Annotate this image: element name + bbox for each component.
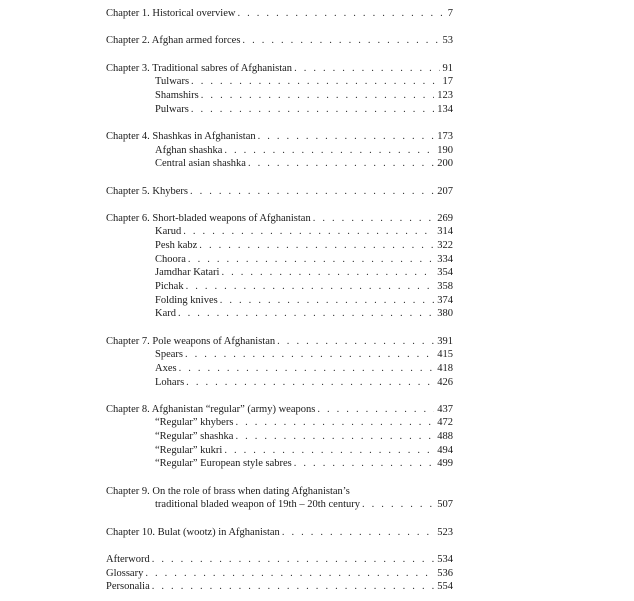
toc-entry-page: 494 <box>437 445 453 456</box>
toc-entry-kard[interactable] <box>155 307 453 321</box>
toc-entry-page: 358 <box>437 281 453 292</box>
dot-leader <box>199 239 434 253</box>
toc-entry-label: Chapter 7. Pole weapons of Afghanistan <box>106 336 276 347</box>
dot-leader <box>183 225 434 239</box>
dot-leader <box>235 430 434 444</box>
toc-entry-page: 415 <box>437 349 453 360</box>
dot-leader <box>221 266 434 280</box>
toc-entry-page: 507 <box>437 499 453 510</box>
toc-entry-folding-knives[interactable] <box>155 294 453 308</box>
toc-entry-label: Folding knives <box>155 295 218 306</box>
toc-entry-regular-kukri[interactable] <box>155 444 453 458</box>
toc-entry-label: Karud <box>155 226 182 237</box>
toc-entry-page: 523 <box>437 527 453 538</box>
toc-entry-karud[interactable] <box>155 225 453 239</box>
toc-entry-label: Pichak <box>155 281 184 292</box>
toc-entry-page: 354 <box>437 267 453 278</box>
toc-entry-label: Chapter 5. Khybers <box>106 186 188 197</box>
toc-entry-label: Shamshirs <box>155 90 199 101</box>
dot-leader <box>248 157 434 171</box>
toc-entry-chapter-5[interactable] <box>106 185 453 199</box>
toc-entry-central-asian-shashka[interactable] <box>155 157 453 171</box>
toc-entry-page: 134 <box>437 104 453 115</box>
toc-entry-page: 322 <box>437 240 453 251</box>
dot-leader <box>258 130 435 144</box>
toc-entry-label: Chapter 6. Short-bladed weapons of Afghanistan <box>106 213 311 224</box>
toc-entry-afterword[interactable] <box>106 553 453 567</box>
dot-leader <box>185 348 434 362</box>
toc-entry-page: 7 <box>447 8 453 19</box>
dot-leader <box>313 212 435 226</box>
toc-entry-tulwars[interactable] <box>155 75 453 89</box>
toc-entry-label: Chapter 2. Afghan armed forces <box>106 35 241 46</box>
toc-entry-personalia[interactable] <box>106 580 453 594</box>
toc-entry-label: Afghan shashka <box>155 145 223 156</box>
toc-entry-page: 391 <box>437 336 453 347</box>
dot-leader <box>220 294 435 308</box>
dot-leader <box>179 362 435 376</box>
dot-leader <box>152 580 435 594</box>
toc-entry-page: 314 <box>437 226 453 237</box>
toc-entry-page: 17 <box>442 76 453 87</box>
toc-entry-pichak[interactable] <box>155 280 453 294</box>
toc-entry-label: “Regular” kukri <box>155 445 223 456</box>
toc-entry-page: 53 <box>442 35 453 46</box>
toc-entry-label: Pesh kabz <box>155 240 198 251</box>
toc-entry-label: Chapter 4. Shashkas in Afghanistan <box>106 131 256 142</box>
toc-entry-label: Glossary <box>106 568 144 579</box>
toc-entry-chapter-7[interactable] <box>106 335 453 349</box>
toc-entry-page: 418 <box>437 363 453 374</box>
dot-leader <box>294 62 439 76</box>
toc-entry-page: 200 <box>437 158 453 169</box>
toc-entry-page: 173 <box>437 131 453 142</box>
toc-entry-label: traditional bladed weapon of 19th – 20th century <box>155 499 360 510</box>
toc-entry-page: 190 <box>437 145 453 156</box>
toc-entry-page: 472 <box>437 417 453 428</box>
toc-entry-regular-shashka[interactable] <box>155 430 453 444</box>
toc-entry-choora[interactable] <box>155 253 453 267</box>
toc-entry-chapter-6[interactable] <box>106 212 453 226</box>
toc-entry-glossary[interactable] <box>106 567 453 581</box>
toc-entry-page: 91 <box>442 63 453 74</box>
toc-entry-label: Central asian shashka <box>155 158 246 169</box>
toc-entry-label: Pulwars <box>155 104 189 115</box>
dot-leader <box>190 185 434 199</box>
dot-leader <box>235 416 434 430</box>
dot-leader <box>191 103 434 117</box>
toc-entry-page: 488 <box>437 431 453 442</box>
toc-entry-label: Chapter 10. Bulat (wootz) in Afghanistan <box>106 527 280 538</box>
toc-entry-page: 374 <box>437 295 453 306</box>
toc-entry-label: Choora <box>155 254 186 265</box>
dot-leader <box>294 457 435 471</box>
toc-entry-label: Personalia <box>106 581 150 592</box>
toc-entry-pulwars[interactable] <box>155 103 453 117</box>
toc-entry-page: 554 <box>437 581 453 592</box>
toc-entry-page: 437 <box>437 404 453 415</box>
toc-entry-page: 499 <box>437 458 453 469</box>
toc-entry-afghan-shashka[interactable] <box>155 144 453 158</box>
toc-entry-label: Chapter 9. On the role of brass when dating Afghanistan’s <box>106 486 350 497</box>
toc-entry-axes[interactable] <box>155 362 453 376</box>
dot-leader <box>188 253 434 267</box>
toc-entry-chapter-9-continued[interactable] <box>155 498 453 512</box>
toc-entry-chapter-8[interactable] <box>106 403 453 417</box>
toc-entry-label: Jamdhar Katari <box>155 267 220 278</box>
toc-entry-page: 123 <box>437 90 453 101</box>
toc-entry-page: 380 <box>437 308 453 319</box>
toc-entry-regular-khybers[interactable] <box>155 416 453 430</box>
toc-entry-label: Afterword <box>106 554 150 565</box>
toc-entry-label: “Regular” shashka <box>155 431 234 442</box>
toc-entry-lohars[interactable] <box>155 376 453 390</box>
toc-entry-chapter-4[interactable] <box>106 130 453 144</box>
toc-entry-page: 207 <box>437 186 453 197</box>
toc-entry-label: Spears <box>155 349 183 360</box>
toc-entry-regular-european-sabres[interactable] <box>155 457 453 471</box>
toc-entry-page: 334 <box>437 254 453 265</box>
dot-leader <box>201 89 434 103</box>
toc-entry-label: Chapter 3. Traditional sabres of Afghanistan <box>106 63 293 74</box>
dot-leader <box>362 498 434 512</box>
dot-leader <box>277 335 434 349</box>
dot-leader <box>178 307 434 321</box>
toc-entry-shamshirs[interactable] <box>155 89 453 103</box>
toc-entry-label: Kard <box>155 308 176 319</box>
dot-leader <box>191 75 439 89</box>
toc-entry-label: Tulwars <box>155 76 190 87</box>
toc-entry-label: Chapter 1. Historical overview <box>106 8 236 19</box>
toc-entry-label: Chapter 8. Afghanistan “regular” (army) weapons <box>106 404 316 415</box>
toc-entry-label: Axes <box>155 363 177 374</box>
dot-leader <box>282 526 434 540</box>
toc-entry-jamdhar-katari[interactable] <box>155 266 453 280</box>
dot-leader <box>186 280 435 294</box>
toc-entry-label: “Regular” khybers <box>155 417 234 428</box>
dot-leader <box>224 144 434 158</box>
toc-entry-page: 426 <box>437 377 453 388</box>
toc-entry-pesh-kabz[interactable] <box>155 239 453 253</box>
toc-entry-page: 269 <box>437 213 453 224</box>
toc-entry-chapter-10[interactable] <box>106 526 453 540</box>
toc-entry-chapter-3[interactable] <box>106 62 453 76</box>
toc-entry-label: Lohars <box>155 377 185 388</box>
dot-leader <box>186 376 434 390</box>
toc-entry-chapter-2[interactable] <box>106 34 453 48</box>
toc-entry-chapter-1[interactable] <box>106 7 453 21</box>
toc-entry-chapter-9[interactable] <box>106 485 453 499</box>
dot-leader <box>237 7 444 21</box>
toc-entry-label: “Regular” European style sabres <box>155 458 292 469</box>
dot-leader <box>317 403 434 417</box>
toc-entry-page: 536 <box>437 568 453 579</box>
dot-leader <box>152 553 435 567</box>
dot-leader <box>242 34 439 48</box>
dot-leader <box>145 567 434 581</box>
toc-entry-spears[interactable] <box>155 348 453 362</box>
dot-leader <box>224 444 434 458</box>
toc-entry-page: 534 <box>437 554 453 565</box>
